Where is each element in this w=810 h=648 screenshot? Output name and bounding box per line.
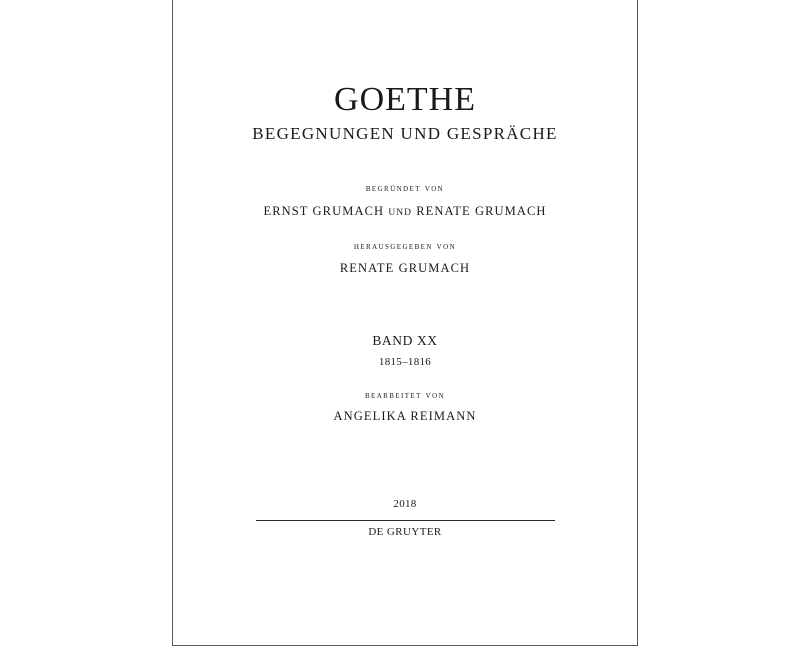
- editor-name: RENATE GRUMACH: [339, 261, 471, 275]
- volume-years: 1815–1816: [378, 356, 432, 368]
- edited-by-label: herausgegeben von: [353, 241, 457, 252]
- title-page: [172, 0, 638, 646]
- volume-number: BAND XX: [372, 333, 438, 348]
- book-title: GOETHE: [334, 81, 476, 118]
- founded-by-label: begründet von: [365, 183, 445, 194]
- founders: [173, 203, 637, 221]
- revised-by-label: bearbeitet von: [364, 390, 446, 401]
- publication-year: 2018: [393, 498, 417, 510]
- book-subtitle: BEGEGNUNGEN UND GESPRÄCHE: [252, 124, 558, 143]
- publisher-name: DE GRUYTER: [368, 526, 442, 538]
- reviser-name: ANGELIKA REIMANN: [333, 409, 477, 423]
- founder-2: RENATE GRUMACH: [416, 204, 547, 218]
- imprint-divider: [256, 520, 555, 521]
- founder-1: ERNST GRUMACH: [263, 204, 385, 218]
- founders-conjunction: UND: [388, 208, 412, 218]
